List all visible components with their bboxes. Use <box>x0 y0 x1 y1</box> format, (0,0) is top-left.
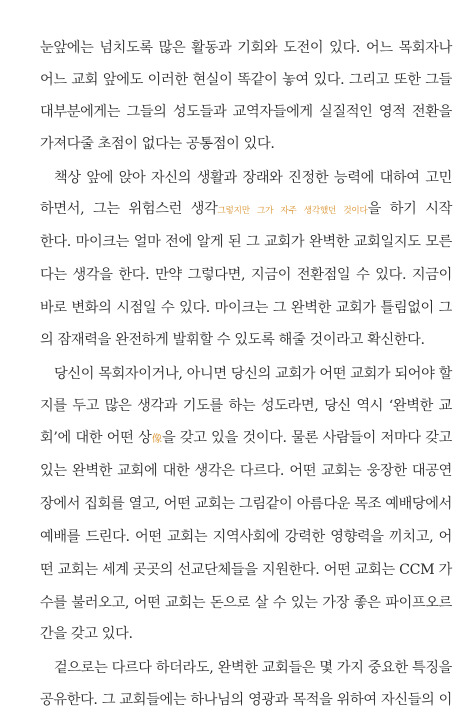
text-line: 다는 생각을 한다. 만약 그렇다면, 지금이 전환점일 수 있다. 지금이 <box>40 267 452 283</box>
text-line: 공유한다. 그 교회들에는 하나님의 영광과 목적을 위하여 자신들의 이 <box>40 692 452 708</box>
text-line: 의 잠재력을 완전하게 발휘할 수 있도록 해줄 것이라고 확신한다. <box>40 332 425 348</box>
text-line: 장에서 집회를 열고, 어떤 교회는 그림같이 아름다운 목조 예배당에서 <box>40 496 452 512</box>
text-line: 떤 교회는 세계 곳곳의 선교단체들을 지원한다. 어떤 교회는 CCM 가 <box>40 562 452 578</box>
text-line: 어느 교회 앞에도 이러한 현실이 똑같이 놓여 있다. 그리고 또한 그들 <box>40 72 452 88</box>
text-line: 예배를 드린다. 어떤 교회는 지역사회에 강력한 영향력을 끼치고, 어 <box>40 529 452 545</box>
inline-annotation: 그렇지만 그가 자주 생각했던 것이다 <box>217 206 368 216</box>
text-line: 한다. 마이크는 얼마 전에 알게 된 그 교회가 완벽한 교회일지도 모른 <box>40 234 452 250</box>
text-line: 가져다줄 초점이 없다는 공통점이 있다. <box>40 136 275 152</box>
text-line: 지를 두고 많은 생각과 기도를 하는 성도라면, 당신 역시 ‘완벽한 교 <box>40 398 452 414</box>
text-line: 있는 완벽한 교회에 대한 생각은 다르다. 어떤 교회는 웅장한 대공연 <box>40 463 452 479</box>
text-line: 책상 앞에 앉아 자신의 생활과 장래와 진정한 능력에 대하여 고민 <box>54 170 452 186</box>
text-line: 회’에 대한 어떤 상像을 갖고 있을 것이다. 물론 사람들이 저마다 갖고 <box>40 430 452 446</box>
hanja-gloss: 像 <box>151 434 162 445</box>
text-line: 겉으로는 다르다 하더라도, 완벽한 교회들은 몇 가지 중요한 특징을 <box>54 660 453 676</box>
text-line: 수를 불러오고, 어떤 교회는 돈으로 살 수 있는 가장 좋은 파이프오르 <box>40 595 452 611</box>
text-line: 바로 변화의 시점일 수 있다. 마이크는 그 완벽한 교회가 틀림없이 그 <box>40 300 452 316</box>
text-line: 간을 갖고 있다. <box>40 626 133 642</box>
text-line: 하면서, 그는 위험스런 생각그렇지만 그가 자주 생각했던 것이다을 하기 시작 <box>40 201 453 217</box>
text-line: 눈앞에는 넘치도록 많은 활동과 기회와 도전이 있다. 어느 목회자나 <box>40 40 452 56</box>
text-line: 당신이 목회자이거나, 아니면 당신의 교회가 어떤 교회가 되어야 할 <box>54 366 453 382</box>
text-line: 대부분에게는 그들의 성도들과 교역자들에게 실질적인 영적 전환을 <box>40 104 452 120</box>
